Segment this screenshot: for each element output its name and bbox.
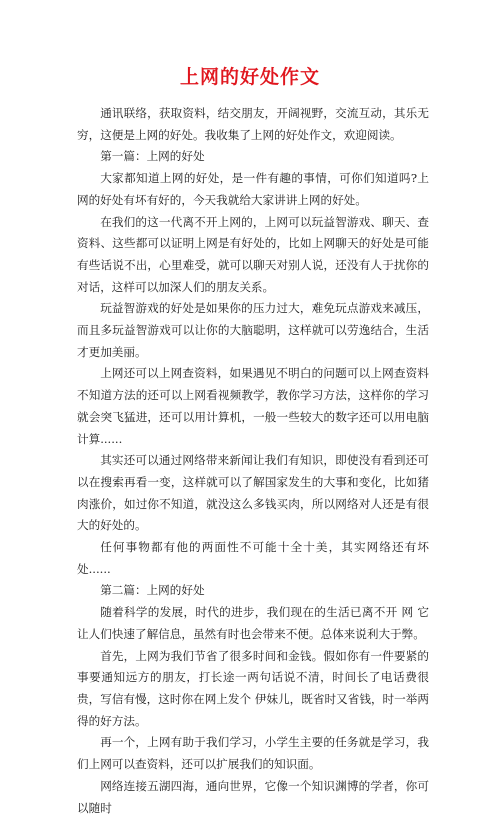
section-heading-2: 第二篇：上网的好处	[100, 583, 205, 598]
paragraph: 玩益智游戏的好处是如果你的压力过大，难免玩点游戏来减压，而且多玩益智游戏可以让你的大脑聪明，这样就可以劳逸结合，生活才更加美丽。	[77, 301, 429, 359]
intro-paragraph: 通讯联络，获取资料，结交朋友，开阔视野，交流互动，其乐无穷，这便是上网的好处。我收集了上网的好处作文，欢迎阅读。	[77, 106, 429, 142]
section-heading-1: 第一篇：上网的好处	[100, 149, 205, 164]
page-title: 上网的好处作文	[179, 66, 320, 88]
paragraph: 其实还可以通过网络带来新闻让我们有知识，即使没有看到还可以在搜索再看一变，这样就可以了解国家发生的大事和变化，比如猪肉涨价，如过你不知道，就没这么多钱买肉，所以网络对人还是有很大的好处的。	[77, 453, 429, 533]
paragraph: 在我们的这一代离不开上网的，上网可以玩益智游戏、聊天、查资料、这些都可以证明上网是有好处的，比如上网聊天的好处是可能有些话说不出，心里难受，就可以聊天对别人说，还没有人于扰你的对话，这样可以加深人们的朋友关系。	[77, 214, 429, 294]
paragraph: 上网还可以上网查资料，如果遇见不明白的问题可以上网查资料不知道方法的还可以上网看视频教学，教你学习方法，这样你的学习就会突飞猛进，还可以用计算机，一般一些较大的数字还可以用电脑计算......	[77, 366, 429, 446]
paragraph: 再一个，上网有助于我们学习，小学生主要的任务就是学习，我们上网可以查资料，还可以扩展我们的知识面。	[77, 735, 429, 772]
paragraph: 任何事物都有他的两面性不可能十全十美，其实网络还有坏处......	[77, 540, 429, 576]
paragraph: 网络连接五湖四海，通向世界，它像一个知识渊博的学者，你可以随时	[77, 778, 429, 815]
paragraph: 首先，上网为我们节省了很多时间和金钱。假如你有一件要紧的事要通知远方的朋友，打长途一两句话说不清，时间长了电话费很贵，写信有慢，这时你在网上发个 伊妹儿，既省时又省钱，时一举两得的好方法。	[77, 648, 429, 728]
article-body	[77, 103, 429, 819]
paragraph: 随着科学的发展，时代的进步，我们现在的生活已离不开 网 它让人们快速了解信息，虽然有时也会带来不便。总体来说利大于弊。	[77, 605, 429, 641]
paragraph: 大家都知道上网的好处，是一件有趣的事情，可你们知道吗?上网的好处有坏有好的，今天我就给大家讲讲上网的好处。	[77, 171, 429, 207]
